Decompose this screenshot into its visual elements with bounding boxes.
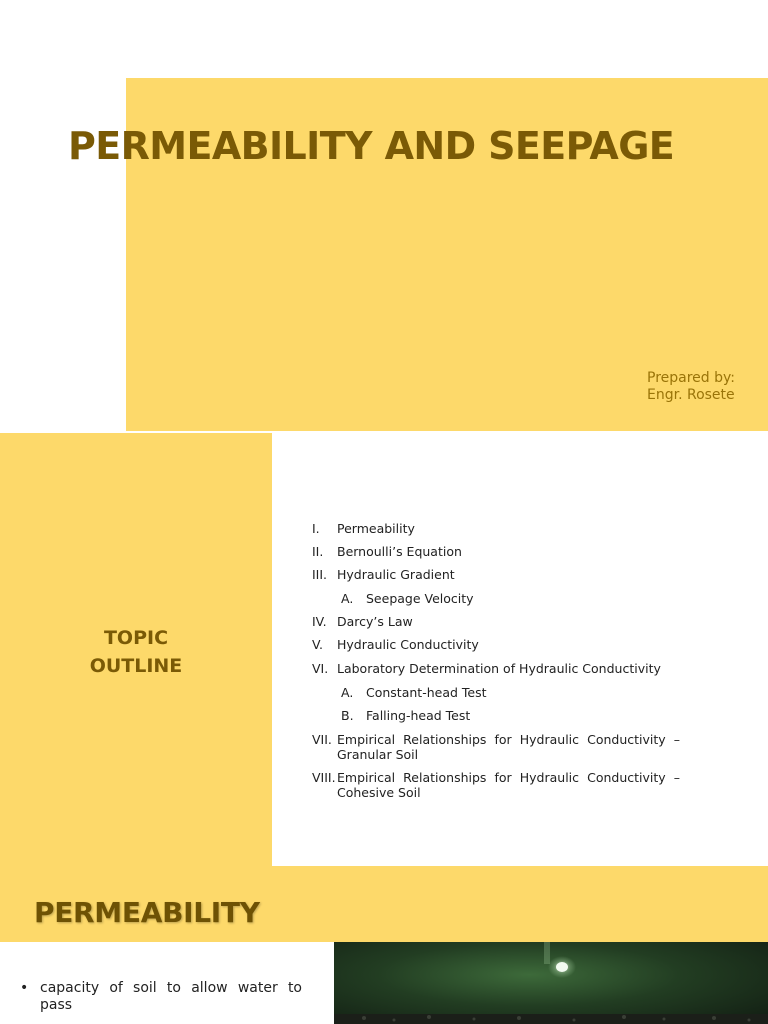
outline-item-number: V.	[312, 637, 323, 652]
outline-item-number: VI.	[312, 661, 329, 676]
prepared-label: Prepared by:	[647, 370, 735, 386]
outline-item-number: IV.	[312, 614, 327, 629]
outline-item	[312, 544, 680, 559]
outline-item	[312, 567, 680, 582]
outline-item-text: Falling-head Test	[366, 708, 471, 723]
water-drop-soil-image	[334, 942, 768, 1024]
outline-item-text: Empirical Relationships for Hydraulic Conductivity – Granular Soil	[337, 732, 680, 762]
outline-item	[312, 521, 680, 536]
outline-item	[312, 732, 680, 762]
outline-subitem	[341, 591, 680, 606]
author-name: Engr. Rosete	[647, 387, 735, 403]
outline-item	[312, 637, 680, 652]
outline-item-number: A.	[341, 685, 354, 700]
outline-item	[312, 614, 680, 629]
outline-item-text: Hydraulic Gradient	[337, 567, 455, 582]
topic-outline-heading	[0, 624, 272, 680]
outline-item-text: Permeability	[337, 521, 415, 536]
presentation-title: PERMEABILITY AND SEEPAGE	[68, 124, 675, 168]
outline-item-number: II.	[312, 544, 324, 559]
outline-item-text: Empirical Relationships for Hydraulic Conductivity – Cohesive Soil	[337, 770, 680, 800]
prepared-by	[647, 370, 735, 404]
outline-subitem	[341, 708, 680, 723]
outline-item-text: Bernoulli’s Equation	[337, 544, 462, 559]
outline-item-number: I.	[312, 521, 320, 536]
bullet-item	[20, 980, 302, 1014]
bullet-text: capacity of soil to allow water to pass	[40, 980, 302, 1013]
permeability-heading: PERMEABILITY	[34, 896, 260, 929]
outline-item-text: Hydraulic Conductivity	[337, 637, 479, 652]
outline-item-number: B.	[341, 708, 354, 723]
outline-item-number: III.	[312, 567, 328, 582]
outline-subitem	[341, 685, 680, 700]
outline-item-text: Constant-head Test	[366, 685, 487, 700]
outline-item-text: Darcy’s Law	[337, 614, 413, 629]
outline-item-number: VII.	[312, 732, 332, 747]
soil-water-photo	[334, 942, 768, 1024]
outline-item	[312, 770, 680, 800]
outline-item-number: VIII.	[312, 770, 336, 785]
outline-heading-line2: OUTLINE	[89, 655, 183, 677]
permeability-bullets	[20, 980, 302, 1014]
outline-item-text: Seepage Velocity	[366, 591, 474, 606]
outline-item	[312, 661, 680, 676]
bullet-dot-icon: •	[20, 980, 29, 996]
outline-item-text: Laboratory Determination of Hydraulic Conductivity	[337, 661, 661, 676]
outline-item-number: A.	[341, 591, 354, 606]
outline-heading-line1: TOPIC	[103, 627, 169, 649]
